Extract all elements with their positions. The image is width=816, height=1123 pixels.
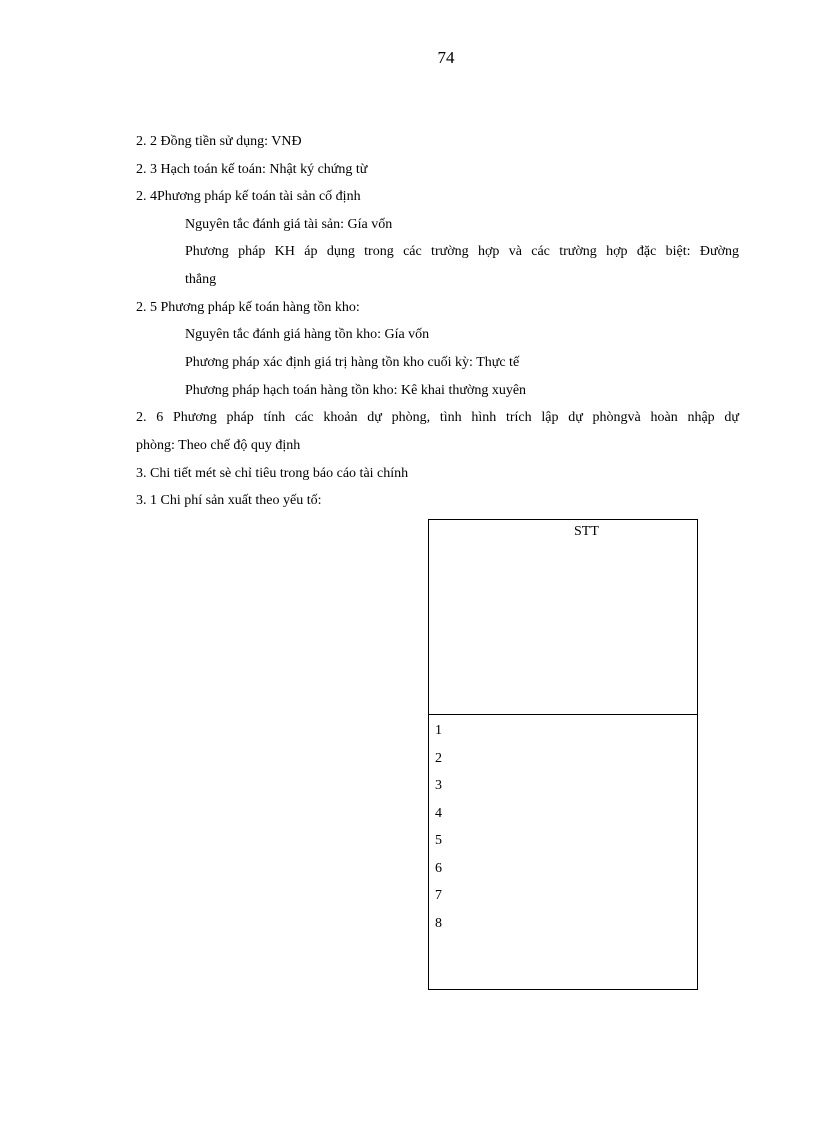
section-3-1-production-costs: 3. 1 Chi phí sản xuất theo yếu tố: [136,493,322,508]
table-row: 2 [435,750,442,766]
inventory-accounting-method: Phương pháp hạch toán hàng tồn kho: Kê khai thường xuyên [185,383,527,398]
section-2-4-fixed-assets: 2. 4Phương pháp kế toán tài sản cố định [136,189,361,204]
depreciation-method-line-2: thẳng [185,272,217,287]
table-row: 4 [435,805,442,821]
stt-table [428,519,698,990]
table-row: 3 [435,778,442,793]
section-2-6-provisions-line-2: phòng: Theo chế độ quy định [136,438,301,453]
stt-header-label: STT [574,524,599,539]
table-row: 1 [435,723,442,738]
stt-table-body [435,717,442,937]
section-2-5-inventory: 2. 5 Phương pháp kế toán hàng tồn kho: [136,300,360,315]
section-2-2-currency: 2. 2 Đồng tiền sử dụng: VNĐ [136,134,302,149]
section-2-6-provisions-line-1: 2. 6 Phương pháp tính các khoản dự phòng, tình hình trích lập dự phòngvà hoàn nhập dự [136,410,739,425]
table-row: 5 [435,833,442,848]
table-row: 6 [435,860,442,876]
depreciation-method-line-1: Phương pháp KH áp dụng trong các trường hợp và các trường hợp đặc biệt: Đường [185,244,739,259]
section-3-details: 3. Chi tiết mét sè chỉ tiêu trong báo cáo tài chính [136,466,409,481]
inventory-end-value-method: Phương pháp xác định giá trị hàng tồn kho cuối kỳ: Thực tế [185,355,520,370]
page-number: 74 [437,48,455,67]
inventory-valuation-principle: Nguyên tắc đánh giá hàng tồn kho: Gía vốn [185,327,430,342]
stt-table-header [429,520,697,715]
asset-valuation-principle: Nguyên tắc đánh giá tài sản: Gía vốn [185,217,393,232]
section-2-3-accounting: 2. 3 Hạch toán kế toán: Nhật ký chứng từ [136,162,368,177]
table-row: 7 [435,888,442,903]
table-row: 8 [435,915,442,931]
